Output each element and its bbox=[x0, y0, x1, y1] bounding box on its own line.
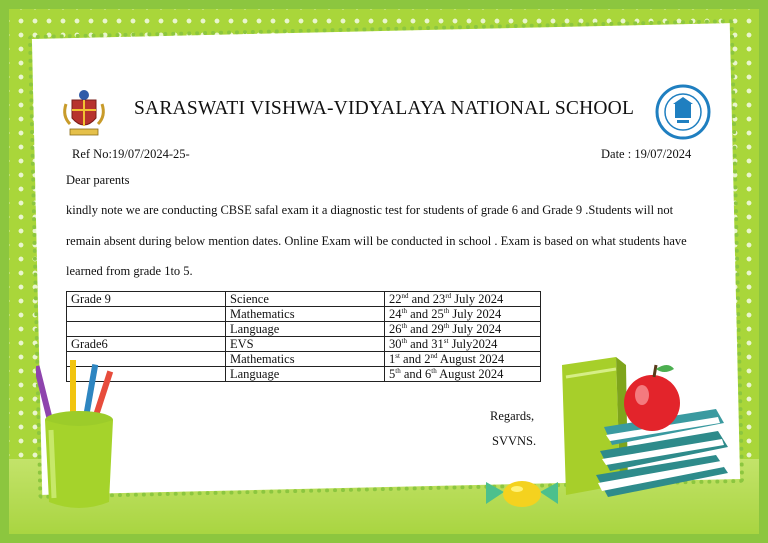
pencil-cup-icon bbox=[36, 360, 122, 520]
date-month-year: July 2024 bbox=[449, 322, 502, 336]
date-day: and 6 bbox=[400, 367, 432, 381]
table-row bbox=[67, 292, 541, 307]
table-row bbox=[67, 337, 541, 352]
books-and-apple-icon bbox=[556, 355, 736, 535]
date-day: and 31 bbox=[406, 337, 444, 351]
body-paragraph: kindly note we are conducting CBSE safal exam it a diagnostic test for students of grade 6 and Grade 9 .Students will not remain absent during below mention dates. Online Exam will be conducted in school . Exam is based on what students have learned from grade 1to 5. bbox=[66, 203, 687, 278]
dates-cell bbox=[385, 337, 541, 352]
dates-cell bbox=[385, 322, 541, 337]
grade-cell: Grade 9 bbox=[67, 292, 226, 307]
grade-cell: Grade6 bbox=[67, 337, 226, 352]
date-suffix: st bbox=[395, 352, 400, 360]
date-suffix: st bbox=[443, 337, 449, 345]
letter-date: Date : 19/07/2024 bbox=[601, 147, 692, 161]
closing-regards: Regards, bbox=[490, 409, 535, 423]
signature: SVVNS. bbox=[492, 434, 537, 448]
subject-cell: Language bbox=[226, 367, 385, 382]
date-suffix: nd bbox=[430, 352, 438, 360]
subject-cell: Mathematics bbox=[226, 352, 385, 367]
subject-cell: EVS bbox=[226, 337, 385, 352]
table-row bbox=[67, 307, 541, 322]
date-day: 22 bbox=[389, 292, 402, 306]
dates-cell bbox=[385, 367, 541, 382]
cbse-logo-icon bbox=[655, 84, 711, 140]
dates-cell bbox=[385, 292, 541, 307]
date-day: and 23 bbox=[408, 292, 446, 306]
exam-schedule-table bbox=[66, 291, 541, 382]
date-suffix: rd bbox=[445, 292, 452, 300]
date-month-year: July2024 bbox=[448, 337, 498, 351]
date-day: and 29 bbox=[406, 322, 444, 336]
date-suffix: nd bbox=[401, 292, 409, 300]
date-day: 24 bbox=[389, 307, 402, 321]
date-day: 5 bbox=[389, 367, 396, 381]
date-suffix: th bbox=[443, 307, 450, 315]
date-month-year: July 2024 bbox=[449, 307, 502, 321]
school-crest-icon bbox=[58, 86, 110, 138]
date-day: 26 bbox=[389, 322, 402, 336]
school-name: SARASWATI VISHWA-VIDYALAYA NATIONAL SCHOOL bbox=[134, 98, 635, 119]
table-row bbox=[67, 322, 541, 337]
date-day: and 2 bbox=[399, 352, 431, 366]
date-suffix: th bbox=[431, 367, 437, 375]
dates-cell bbox=[385, 352, 541, 367]
subject-cell: Science bbox=[226, 292, 385, 307]
date-month-year: July 2024 bbox=[451, 292, 504, 306]
date-suffix: th bbox=[401, 322, 407, 330]
candy-icon bbox=[482, 474, 562, 514]
date-day: 30 bbox=[389, 337, 402, 351]
date-suffix: th bbox=[401, 337, 407, 345]
dates-cell bbox=[385, 307, 541, 322]
date-suffix: th bbox=[401, 307, 407, 315]
reference-number: Ref No:19/07/2024-25- bbox=[72, 147, 190, 161]
date-day: and 25 bbox=[406, 307, 444, 321]
table-row bbox=[67, 352, 541, 367]
date-month-year: August 2024 bbox=[436, 367, 504, 381]
date-suffix: th bbox=[395, 367, 401, 375]
date-day: 1 bbox=[389, 352, 396, 366]
subject-cell: Language bbox=[226, 322, 385, 337]
date-month-year: August 2024 bbox=[437, 352, 505, 366]
subject-cell: Mathematics bbox=[226, 307, 385, 322]
greeting: Dear parents bbox=[66, 173, 130, 187]
grade-cell bbox=[67, 322, 226, 337]
date-suffix: th bbox=[443, 322, 450, 330]
table-row bbox=[67, 367, 541, 382]
grade-cell bbox=[67, 307, 226, 322]
